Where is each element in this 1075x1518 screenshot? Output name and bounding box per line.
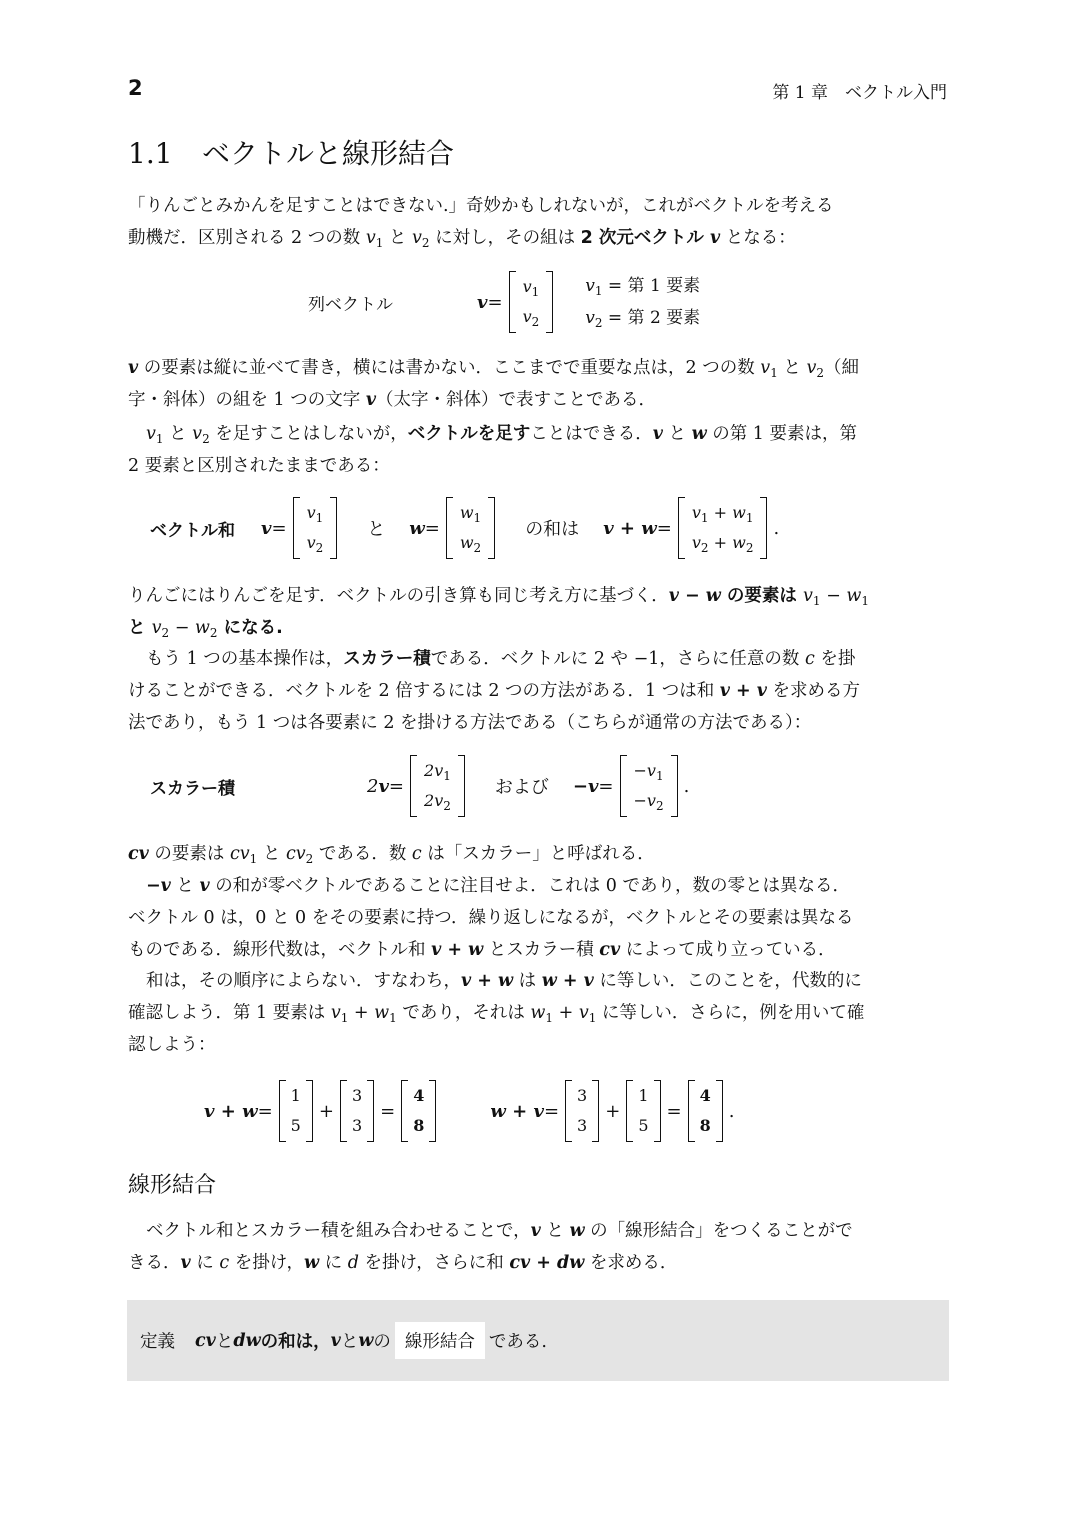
paragraph-linear-combination [128, 1215, 948, 1279]
equation-column-vector: 列ベクトル v = $v_1$ $v_2$ $v_1$ = 第 1 要素 $v_2$ = 第 2 要素 [308, 270, 700, 334]
column-vector: $v_1$ $v_2$ [509, 271, 554, 333]
para2-line1: v の要素は縦に並べて書き，横には書かない．ここまでで重要な点は，2 つの数 $v_1$ と $v_2$（細 [128, 358, 859, 380]
paragraph-vector-addition [128, 418, 948, 482]
section-title [128, 132, 454, 172]
para3-line1: $v_1$ と $v_2$ を足すことはしないが，ベクトルを足すことはできる．v と w の第 1 要素は，第 [146, 424, 857, 446]
para8-line3: 認しよう： [128, 1035, 216, 1055]
paragraph-intro [128, 190, 948, 254]
para6-line1: cv の要素は $cv_1$ と $cv_2$ である．数 c は「スカラー」と呼ばれる． [128, 844, 655, 866]
component-notes: $v_1$ = 第 1 要素 $v_2$ = 第 2 要素 [585, 276, 701, 330]
para5-line1: もう 1 つの基本操作は，スカラー積である．ベクトルに 2 や −1，さらに任意の数 c を掛 [146, 649, 856, 669]
equation-vector-addition: ベクトル和 v = $v_1$ $v_2$ と w = $w_1$ $w_2$ の和は v + w = $v_1 + w_1$ $v_2 + w_2$ . [150, 497, 779, 559]
para5-line2: けることができる．ベクトルを 2 倍するには 2 つの方法がある．1 つは和 v + v を求める方 [128, 681, 861, 701]
para7-line3: ものである．線形代数は，ベクトル和 v + w とスカラー積 cv によって成り立っている． [128, 940, 836, 960]
equation-scalar-multiplication: スカラー積 2v = $2v_1$ $2v_2$ および −v = $-v_1$ $-v_2$ . [150, 755, 689, 817]
para4-line1: りんごにはりんごを足す．ベクトルの引き算も同じ考え方に基づく．v − w の要素は $v_1 - w_1$ [128, 586, 869, 608]
vector-neg-v: $-v_1$ $-v_2$ [620, 755, 678, 817]
running-head: 第 1 章 ベクトル入門 [772, 83, 947, 103]
paragraph-scalar [128, 838, 948, 966]
para5-line3: 法であり，もう 1 つは各要素に 2 を掛ける方法である（こちらが通常の方法である）： [128, 713, 812, 733]
para1-line2: 動機だ．区別される 2 つの数 $v_1$ と $v_2$ に対し，その組は 2 次元ベクトル v となる： [128, 228, 796, 250]
para1-line1: 「りんごとみかんを足すことはできない.」奇妙かもしれないが，これがベクトルを考える [128, 196, 834, 216]
definition-text: 定義 cv と dw の和は， v と w の 線形結合 である. [140, 1322, 547, 1359]
definition-term: 線形結合 [395, 1322, 485, 1359]
para3-line2: 2 要素と区別されたままである： [128, 456, 390, 476]
equation-example: v + w = 1 5 + 3 3 = 4 8 w + v = 3 3 + 1 5 = 4 8 . [204, 1080, 734, 1142]
definition-label: 定義 [140, 1332, 175, 1352]
section-number: 1.1 [128, 137, 173, 170]
vector-w: $w_1$ $w_2$ [446, 497, 495, 559]
para8-line1: 和は，その順序によらない．すなわち，v + w は w + v に等しい．このことを，代数的に [146, 971, 862, 991]
para8-line2: 確認しよう．第 1 要素は $v_1 + w_1$ であり，それは $w_1 + v_1$ に等しい．さらに，例を用いて確 [128, 1003, 865, 1025]
vector-v: $v_1$ $v_2$ [293, 497, 338, 559]
para7-line1: −v と v の和が零ベクトルであることに注目せよ．これは 0 であり，数の零とは異なる． [146, 876, 850, 896]
para2-line2: 字・斜体）の組を 1 つの文字 v（太字・斜体）で表すことである． [128, 390, 656, 410]
paragraph-commutativity [128, 965, 948, 1061]
para9-line2: きる．v に c を掛け，w に d を掛け，さらに和 cv + dw を求める． [128, 1253, 678, 1273]
para4-line2: と $v_2 - w_2$ になる. [128, 618, 283, 640]
para7-line2: ベクトル 0 は，0 と 0 をその要素に持つ．繰り返しになるが，ベクトルとその要素は異なる [128, 908, 854, 928]
vector-sum: $v_1 + w_1$ $v_2 + w_2$ [678, 497, 768, 559]
subsection-title: 線形結合 [128, 1173, 217, 1198]
para9-line1: ベクトル和とスカラー積を組み合わせることで，v と w の「線形結合」をつくることがで [146, 1221, 853, 1241]
paragraph-subtraction [128, 580, 948, 644]
paragraph-scalar-multiplication [128, 643, 948, 739]
section-title-text: ベクトルと線形結合 [202, 137, 455, 170]
paragraph-components [128, 352, 948, 416]
page-number: 2 [128, 76, 143, 100]
vector-2v: $2v_1$ $2v_2$ [410, 755, 465, 817]
